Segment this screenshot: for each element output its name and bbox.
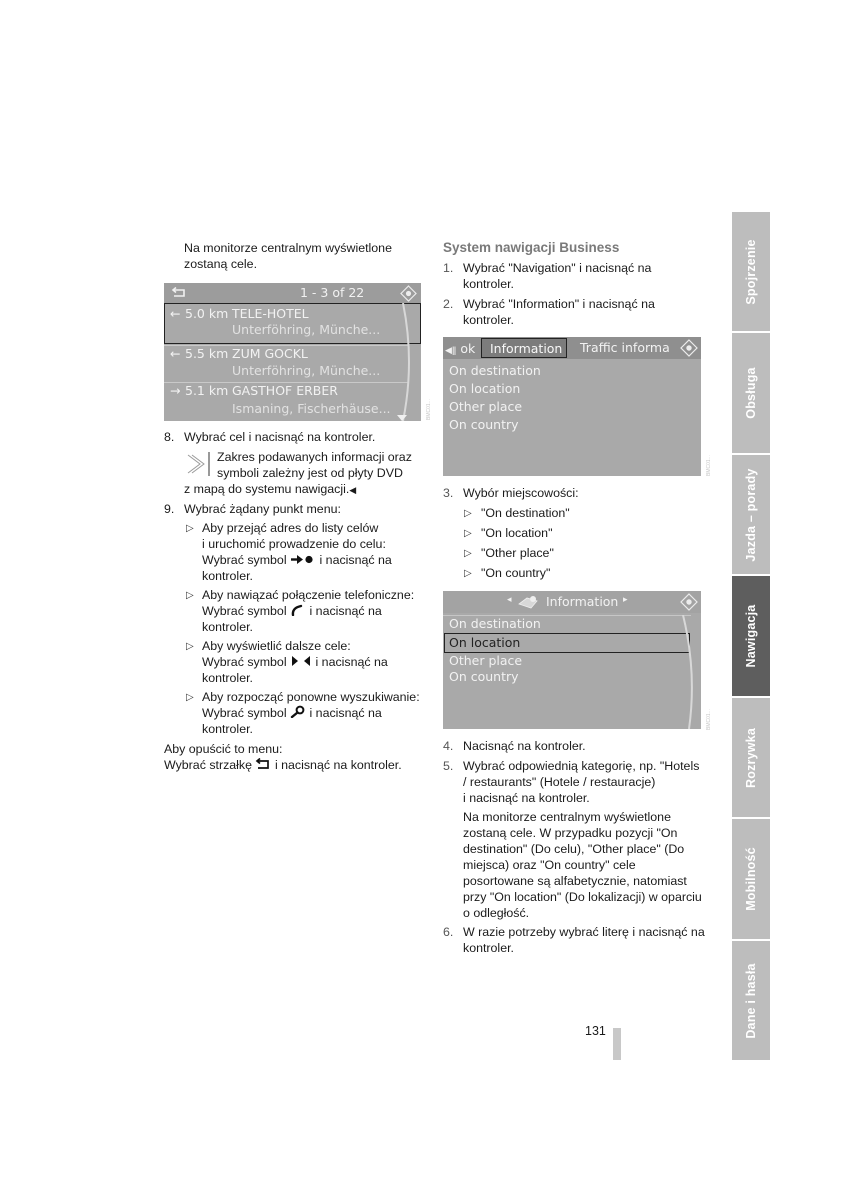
menu-item-on-location[interactable]: On location <box>449 381 521 396</box>
information-tab-screen <box>443 337 701 476</box>
phone-icon <box>290 604 306 616</box>
row-name: TELE-HOTEL <box>232 306 309 321</box>
row-location: Unterföhring, Münche... <box>232 363 381 378</box>
step-number: 6. <box>443 925 454 939</box>
bullet-text: kontroler. <box>202 722 253 736</box>
menu-item-on-country[interactable]: On country <box>449 417 519 432</box>
tab-ok[interactable] <box>445 341 475 356</box>
row-name: GASTHOF ERBER <box>232 383 338 398</box>
exit-line-2 <box>164 757 402 773</box>
speaker-icon: ◀ǁ <box>445 346 457 356</box>
step-text: kontroler. <box>463 313 514 327</box>
step-number: 5. <box>443 759 454 773</box>
bullet-triangle-icon: ▷ <box>186 641 194 652</box>
image-code: BMC01... <box>706 455 712 476</box>
tab-label: Spojrzenie <box>744 238 758 305</box>
end-mark-icon: ◀ <box>349 485 357 495</box>
bullet-text: i nacisnąć na <box>319 553 392 567</box>
step-text: W razie potrzeby wybrać literę i nacisnąć na <box>463 925 705 939</box>
bullet-text: Aby nawiązać połączenie telefoniczne: <box>202 588 415 602</box>
controller-icon <box>680 339 698 357</box>
step-text: Wybrać żądany punkt menu: <box>184 502 341 516</box>
tab-jazda-porady[interactable] <box>732 455 770 574</box>
step-text: Wybrać odpowiednią kategorię, np. "Hotels <box>463 759 700 773</box>
bullet-triangle-icon: ▷ <box>464 548 472 559</box>
bullet-triangle-icon: ▷ <box>464 528 472 539</box>
exit-line-1: Aby opuścić to menu: <box>164 742 283 756</box>
bullet-text: Wybrać symbol <box>202 655 287 669</box>
step-text: / restaurants" (Hotele / restauracje) <box>463 775 656 789</box>
back-arrow-icon[interactable] <box>171 287 187 299</box>
row-distance: 5.5 km <box>185 346 229 361</box>
list-counter: 1 - 3 of 22 <box>300 285 365 300</box>
para-line: Na monitorze centralnym wyświetlone <box>463 810 671 824</box>
tab-information-label: Information <box>490 341 563 356</box>
tab-nawigacja[interactable] <box>732 576 770 696</box>
next-prev-icon <box>290 655 312 667</box>
tab-obsluga[interactable] <box>732 333 770 453</box>
note-line-3-text: z mapą do systemu nawigacji. <box>184 482 350 496</box>
row-distance: 5.0 km <box>185 306 229 321</box>
exit-text: Wybrać strzałkę <box>164 758 253 772</box>
para-line: zostaną cele. W przypadku pozycji "On <box>463 826 678 840</box>
list-item <box>464 565 664 585</box>
tab-traffic[interactable]: Traffic informa <box>580 340 670 355</box>
step-number: 4. <box>443 739 454 753</box>
bullet-triangle-icon: ▷ <box>186 523 194 534</box>
step-text: Wybrać "Navigation" i nacisnąć na <box>463 261 652 275</box>
list-item <box>464 525 664 545</box>
row-name: ZUM GOCKL <box>232 346 308 361</box>
step-number: 9. <box>164 502 175 516</box>
para-line: posortowane są alfabetycznie, natomiast <box>463 874 687 888</box>
tab-spojrzenie[interactable] <box>732 212 770 331</box>
step-text: Wybrać cel i nacisnąć na kontroler. <box>184 430 376 444</box>
list-item <box>464 505 664 525</box>
bullet-text: i nacisnąć na <box>309 706 382 720</box>
intro-text: Na monitorze centralnym wyświetlone zostaną cele. <box>184 241 392 271</box>
controller-icon <box>400 285 417 302</box>
destination-list-screen <box>164 283 421 421</box>
step-text: i nacisnąć na kontroler. <box>463 791 590 805</box>
left-arrow-icon: ← <box>170 306 181 321</box>
note-line-3 <box>184 481 356 498</box>
section-heading: System nawigacji Business <box>443 240 620 255</box>
tab-mobilnosc[interactable] <box>732 819 770 939</box>
tab-label: Rozrywka <box>744 727 758 788</box>
step-text: Wybór miejscowości: <box>463 486 579 500</box>
menu-item-on-destination[interactable]: On destination <box>449 616 541 631</box>
tab-label: Dane i hasła <box>744 962 758 1039</box>
left-arrow-icon: ← <box>170 346 181 361</box>
row-location: Unterföhring, Münche... <box>232 322 381 337</box>
bullet-triangle-icon: ▷ <box>186 590 194 601</box>
menu-item-on-country[interactable]: On country <box>449 669 519 684</box>
note-icon <box>186 451 212 477</box>
note-line-1: Zakres podawanych informacji oraz <box>217 450 412 464</box>
para-line: o odległość. <box>463 906 530 920</box>
menu-item-on-destination[interactable]: On destination <box>449 363 541 378</box>
page-marker <box>613 1028 621 1060</box>
result-paragraph <box>463 809 713 921</box>
option-text: "Other place" <box>481 546 554 560</box>
bullet-text: Wybrać symbol <box>202 604 287 618</box>
bullet-text: Aby wyświetlić dalsze cele: <box>202 639 351 653</box>
right-arrow-icon: → <box>170 383 181 398</box>
bullet-triangle-icon: ▷ <box>464 568 472 579</box>
row-location: Ismaning, Fischerhäuse... <box>232 401 391 416</box>
next-arrow-icon[interactable]: ▸ <box>623 595 628 605</box>
image-code: BMC01... <box>426 399 432 420</box>
bullet-text: Aby przejąć adres do listy celów <box>202 521 379 535</box>
tab-ok-label: ok <box>460 341 476 356</box>
scrollbar-curve[interactable] <box>389 303 421 421</box>
back-arrow-icon <box>255 758 271 770</box>
para-line: destination" (Do celu), "Other place" (Do <box>463 842 685 856</box>
scrollbar-curve[interactable] <box>669 615 701 729</box>
page-number: 131 <box>585 1024 606 1038</box>
step-text: kontroler. <box>463 277 514 291</box>
tab-label: Nawigacja <box>744 604 758 668</box>
menu-item-other-place[interactable]: Other place <box>449 399 523 414</box>
bullet-text: kontroler. <box>202 620 253 634</box>
list-item <box>464 545 664 565</box>
bullet-triangle-icon: ▷ <box>186 692 194 703</box>
menu-item-other-place[interactable]: Other place <box>449 653 523 668</box>
step-text: Nacisnąć na kontroler. <box>463 739 586 753</box>
screen-header <box>164 283 421 303</box>
tab-rozrywka[interactable] <box>732 698 770 817</box>
bullet-text: Wybrać symbol <box>202 706 287 720</box>
bullet-text: kontroler. <box>202 671 253 685</box>
option-text: "On location" <box>481 526 553 540</box>
information-list-screen <box>443 591 701 729</box>
tab-label: Jazda – porady <box>744 467 758 562</box>
map-info-icon <box>517 594 541 610</box>
menu-item-on-location[interactable]: On location <box>449 635 521 650</box>
bullet-text: Wybrać symbol <box>202 553 287 567</box>
option-text: "On destination" <box>481 506 570 520</box>
option-list <box>464 505 664 585</box>
bullet-text: kontroler. <box>202 569 253 583</box>
step-number: 2. <box>443 297 454 311</box>
bullet-text: i nacisnąć na <box>315 655 388 669</box>
search-icon <box>290 705 306 718</box>
tab-dane-i-hasla[interactable] <box>732 941 770 1060</box>
exit-text: i nacisnąć na kontroler. <box>274 758 402 772</box>
tab-label: Obsługa <box>744 367 758 419</box>
start-guidance-icon <box>290 554 316 565</box>
step-number: 8. <box>164 430 175 444</box>
bullet-text: i uruchomić prowadzenie do celu: <box>202 537 386 551</box>
step-number: 3. <box>443 486 454 500</box>
row-distance: 5.1 km <box>185 383 229 398</box>
bullet-triangle-icon: ▷ <box>464 508 472 519</box>
bullet-text: i nacisnąć na <box>309 604 382 618</box>
image-code: BMC01... <box>706 709 712 730</box>
step-text: Wybrać "Information" i nacisnąć na <box>463 297 655 311</box>
tab-information[interactable] <box>481 338 567 358</box>
bullet-text: Aby rozpocząć ponowne wyszukiwanie: <box>202 690 420 704</box>
screen-title: Information <box>546 594 619 609</box>
controller-icon <box>680 593 698 611</box>
prev-arrow-icon[interactable]: ◂ <box>507 595 512 605</box>
step-text: kontroler. <box>463 941 514 955</box>
option-text: "On country" <box>481 566 551 580</box>
step-number: 1. <box>443 261 454 275</box>
para-line: miejsca) oraz "On country" cele <box>463 858 636 872</box>
note-line-2: symboli zależny jest od płyty DVD <box>217 466 403 480</box>
para-line: przy "On location" (Do lokalizacji) w oparciu <box>463 890 702 904</box>
tab-label: Mobilność <box>744 847 758 911</box>
